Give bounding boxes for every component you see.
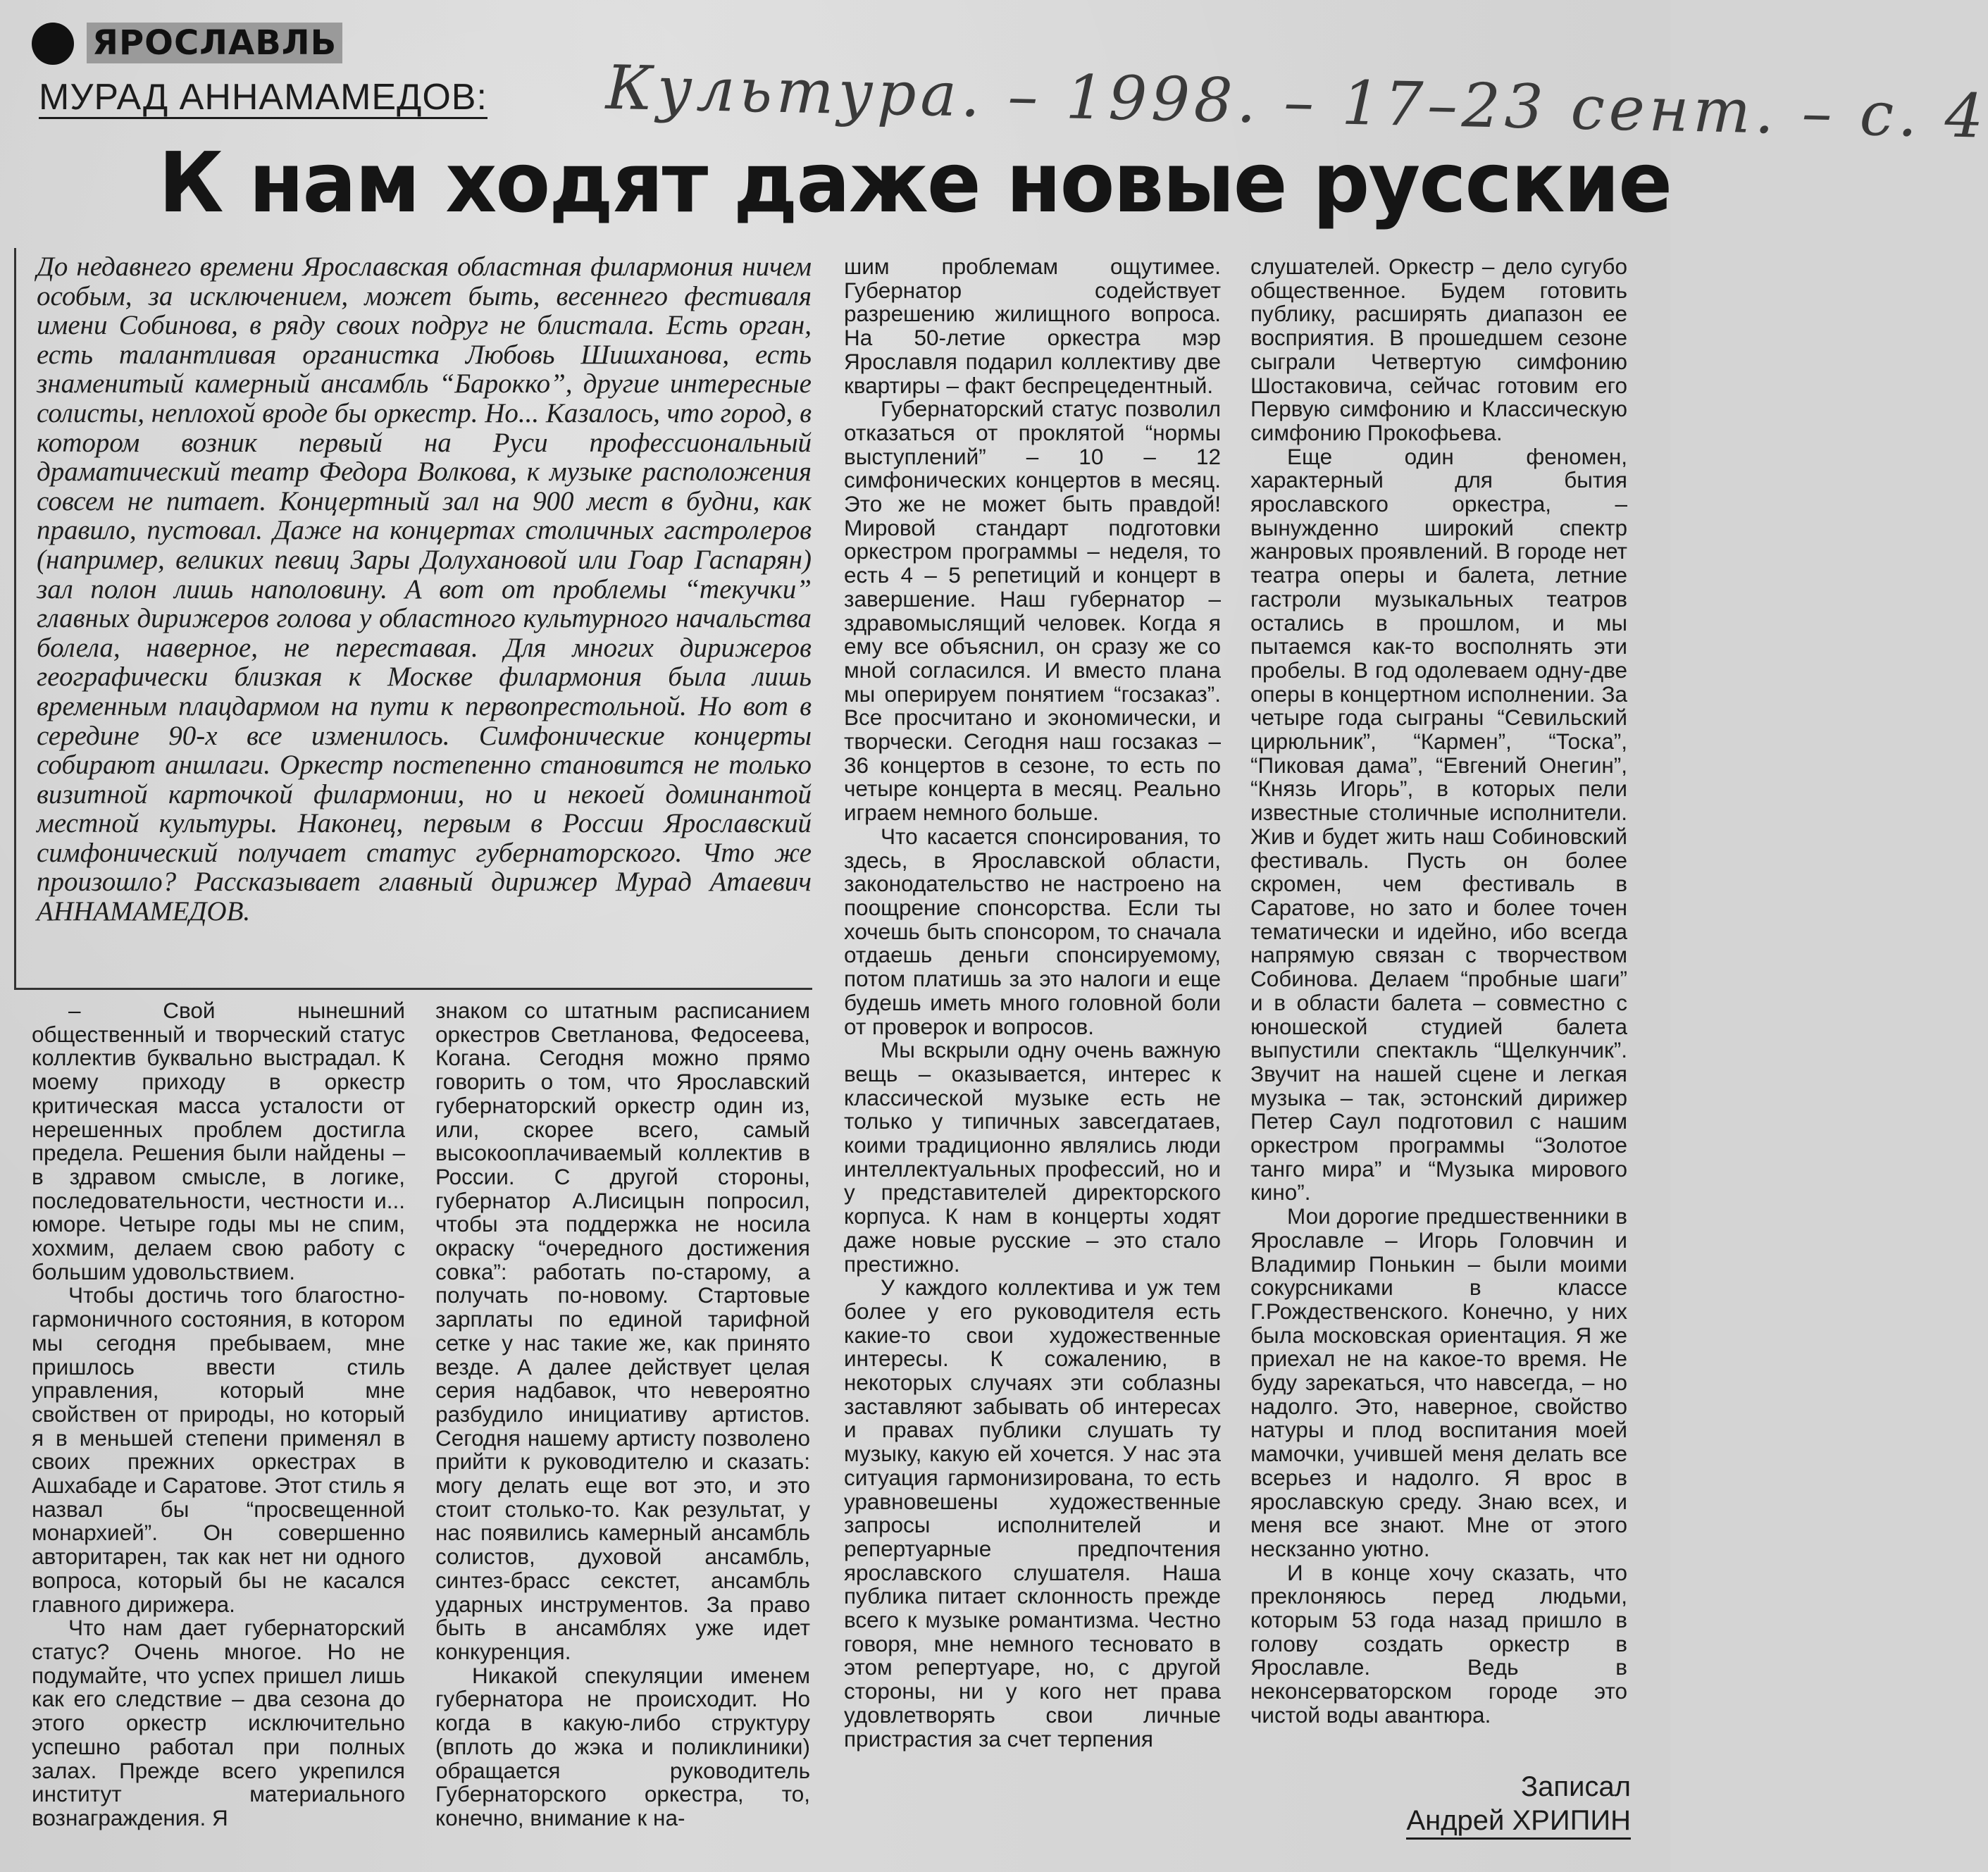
paragraph: Еще один феномен, характерный для бытия ярославского оркестра, – вынужденно широкий спектр жанровых проявлений. В городе нет театра оперы и балета, летние гастроли музыкальных театров остались в прошлом, и мы пытаемся как-то восполнять эти пробелы. В год одолеваем одну-две оперы в концертном исполнении. За четыре года сыграны “Севильский цирюльник”, “Кармен”, “Тоска”, “Пиковая дама”, “Евгений Онегин”, “Князь Игорь”, в которых пели известные столичные исполнители. Жив и будет жить наш Собиновский фестиваль. Пусть он более скромен, чем фестиваль в Саратове, но зато и более точен тематически и идейно, ибо всегда напрямую связан с творчеством Собинова. Делаем “пробные шаги” и в области балета – совместно с юношеской студией балета выпустили спектакль “Щелкунчик”. Звучит на нашей сцене и легкая музыка – так, эстонский дирижер Петер Саул подготовил с нашим оркестром программы “Золотое танго мира” и “Музыка мирового кино”.	[1250, 443, 1627, 1205]
paragraph: Никакой спекуляции именем губернатора не происходит. Но когда в какую-либо структуру (вплоть до жэка и поликлиники) обращается руководитель Губернаторского оркестра, то, конечно, внимание к на-	[435, 1662, 810, 1830]
paragraph: Мои дорогие предшественники в Ярославле – Игорь Головчин и Владимир Понькин – были моими сокурсниками в классе Г.Рождественского. Конечно, у них была московская ориентация. Я же приехал не на какое-то время. Не буду зарекаться, что навсегда, – но надолго. Это, наверное, свойство натуры и плод воспитания моей мамочки, учившей меня делать все всерьез и надолго. Я врос в ярославскую среду. Знаю всех, и меня все знают. Мне от этого нескзанно уютно.	[1250, 1203, 1627, 1561]
paragraph: – Свой нынешний общественный и творческий статус коллектив буквально выстрадал. К моему приходу в оркестр критическая масса усталости от нерешенных проблем достигла предела. Решения были найдены – в здравом смысле, в логике, последовательности, честности и... юморе. Четыре годы мы не спим, хохмим, делаем свою работу с большим удовольствием.	[32, 998, 405, 1284]
paragraph: Мы вскрыли одну очень важную вещь – оказывается, интерес к классической музыке есть не только у типичных завсегдатаев, коими традиционно являлись люди интеллектуальных профессий, но и у представителей директорского корпуса. К нам в концерты ходят даже новые русские – это стало престижно.	[844, 1037, 1221, 1277]
author-signature	[1363, 1770, 1631, 1840]
rubric-bullet-icon	[32, 23, 74, 65]
paragraph: Губернаторский статус позволил отказаться от проклятой “нормы выступлений” – 10 – 12 симфонических концертов в месяц. Это же не может быть правдой! Мировой стандарт подготовки оркестром программы – неделя, то есть 4 – 5 репетиций и концерт в завершение. Наш губернатор – здравомыслящий человек. Когда я ему все объяснил, он сразу же со мной согласился. И вместо плана мы оперируем понятием “госзаказ”. Все просчитано и экономически, и творчески. Сегодня наш госзаказ – 36 концертов в сезоне, то есть по четыре концерта в месяц. Реально играем немного больше.	[844, 396, 1221, 826]
column-1	[32, 999, 405, 1830]
signature-prefix: Записал	[1521, 1771, 1631, 1802]
column-2	[435, 999, 810, 1830]
paragraph: У каждого коллектива и уж тем более у его руководителя есть какие-то свои художественные интересы. К сожалению, в некоторых случаях эти соблазны заставляют забывать об интересах и правах публики слушать ту музыку, какую ей хочется. У нас эта ситуация гармонизирована, то есть уравновешены художественные запросы исполнителей и репертуарные предпочтения ярославского слушателя. Наша публика питает склонность прежде всего к музыке романтизма. Честно говоря, мне немного тесновато в этом репертуаре, но, с другой стороны, ни у кого нет права удовлетворять свои личные пристрастия за счет терпения	[844, 1275, 1221, 1752]
paragraph: шим проблемам ощутимее. Губернатор содействует разрешению жилищного вопроса. На 50-летие оркестра мэр Ярославля подарил коллективу две квартиры – факт беспрецедентный.	[844, 254, 1221, 398]
paragraph: Чтобы достичь того благостно-гармоничного состояния, в котором мы сегодня пребываем, мне пришлось ввести стиль управления, который мне свойствен от природы, но который я в меньшей степени применял в своих прежних оркестрах в Ашхабаде и Саратове. Этот стиль я назвал бы “просвещенной монархией”. Он совершенно авторитарен, так как нет ни одного вопроса, который бы не касался главного дирижера.	[32, 1282, 405, 1617]
paragraph: слушателей. Оркестр – дело сугубо общественное. Будем готовить публику, расширять диапазон ее восприятия. В прошедшем сезоне сыграли Четвертую симфонию Шостаковича, сейчас готовим его Первую симфонию и Классическую симфонию Прокофьева.	[1250, 254, 1627, 445]
column-3	[844, 255, 1221, 1751]
article-headline: К нам ходят даже новые русские	[159, 134, 1672, 231]
paragraph: знаком со штатным расписанием оркестров Светланова, Федосеева, Когана. Сегодня можно прямо говорить о том, что Ярославский губернаторский оркестр один из, или, скорее всего, самый высокооплачиваемый коллектив в России. С другой стороны, губернатор А.Лисицын попросил, чтобы эта поддержка не носила окраску “очередного достижения совка”: работать по-старому, а получать по-новому. Стартовые зарплаты по единой тарифной сетке у нас такие же, как принято везде. А далее действует целая серия надбавок, что невероятно разбудило инициативу артистов. Сегодня нашему артисту позволено прийти к руководителю и сказать: могу делать еще вот это, и это стоит столько-то. Как результат, у нас появились камерный ансамбль солистов, духовой ансамбль, синтез-брасс секстет, ансамбль ударных инструментов. За право быть в ансамблях уже идет конкуренция.	[435, 998, 810, 1664]
rubric-label: ЯРОСЛАВЛЬ	[87, 23, 342, 63]
section-rubric	[32, 20, 335, 69]
paragraph: Что нам дает губернаторский статус? Очень многое. Но не подумайте, что успех пришел лишь как его следствие – два сезона до этого оркестр исключительно успешно работал при полных залах. Прежде всего укрепился институт материального вознаграждения. Я	[32, 1615, 405, 1830]
paragraph: Что касается спонсирования, то здесь, в Ярославской области, законодательство не настроено на поощрение спонсорства. Если ты хочешь быть спонсором, то сначала отдаешь деньги спонсируемому, потом платишь за это налоги и еще будешь иметь много головной боли от проверок и вопросов.	[844, 823, 1221, 1039]
lead-paragraph: До недавнего времени Ярославская областная филармония ничем особым, за исключением, может быть, весеннего фестиваля имени Собинова, в ряду своих подруг не блистала. Есть орган, есть талантливая органистка Любовь Шишханова, есть знаменитый камерный ансамбль “Барокко”, другие интересные солисты, неплохой вроде бы оркестр. Но... Казалось, что город, в котором возник первый на Руси профессиональный драматический театр Федора Волкова, к музыке расположения совсем не питает. Концертный зал на 900 мест в будни, как правило, пустовал. Даже на концертах столичных гастролеров (например, великих певиц Зары Долухановой или Гоар Гаспарян) зал полон лишь наполовину. А вот от проблемы “текучки” главных дирижеров голова у областного культурного начальства болела, наверное, не переставая. Для многих дирижеров географически близкая к Москве филармония была лишь временным плацдармом на пути к первопрестольной. Но вот в середине 90-х все изменилось. Симфонические концерты собирают аншлаги. Оркестр постепенно становится не только визитной карточкой филармонии, но и некоей доминантой местной культуры. Наконец, первым в России Ярославский симфонический получает статус губернаторского. Что же произошло? Рассказывает главный дирижер Мурад Атаевич АННАМАМЕДОВ.	[37, 252, 812, 927]
handwritten-citation: Культура. – 1998. – 17–23 сент. – с. 4	[605, 52, 1988, 152]
article-lead	[37, 252, 812, 926]
signature-name: Андрей ХРИПИН	[1406, 1804, 1631, 1840]
paragraph: И в конце хочу сказать, что преклоняюсь перед людьми, которым 53 года назад пришло в голову создать оркестр в Ярославле. Ведь в неконсерваторском городе это чистой воды авантюра.	[1250, 1559, 1627, 1728]
interviewee-byline: МУРАД АННАМАМЕДОВ:	[39, 77, 487, 118]
column-4	[1250, 255, 1627, 1728]
